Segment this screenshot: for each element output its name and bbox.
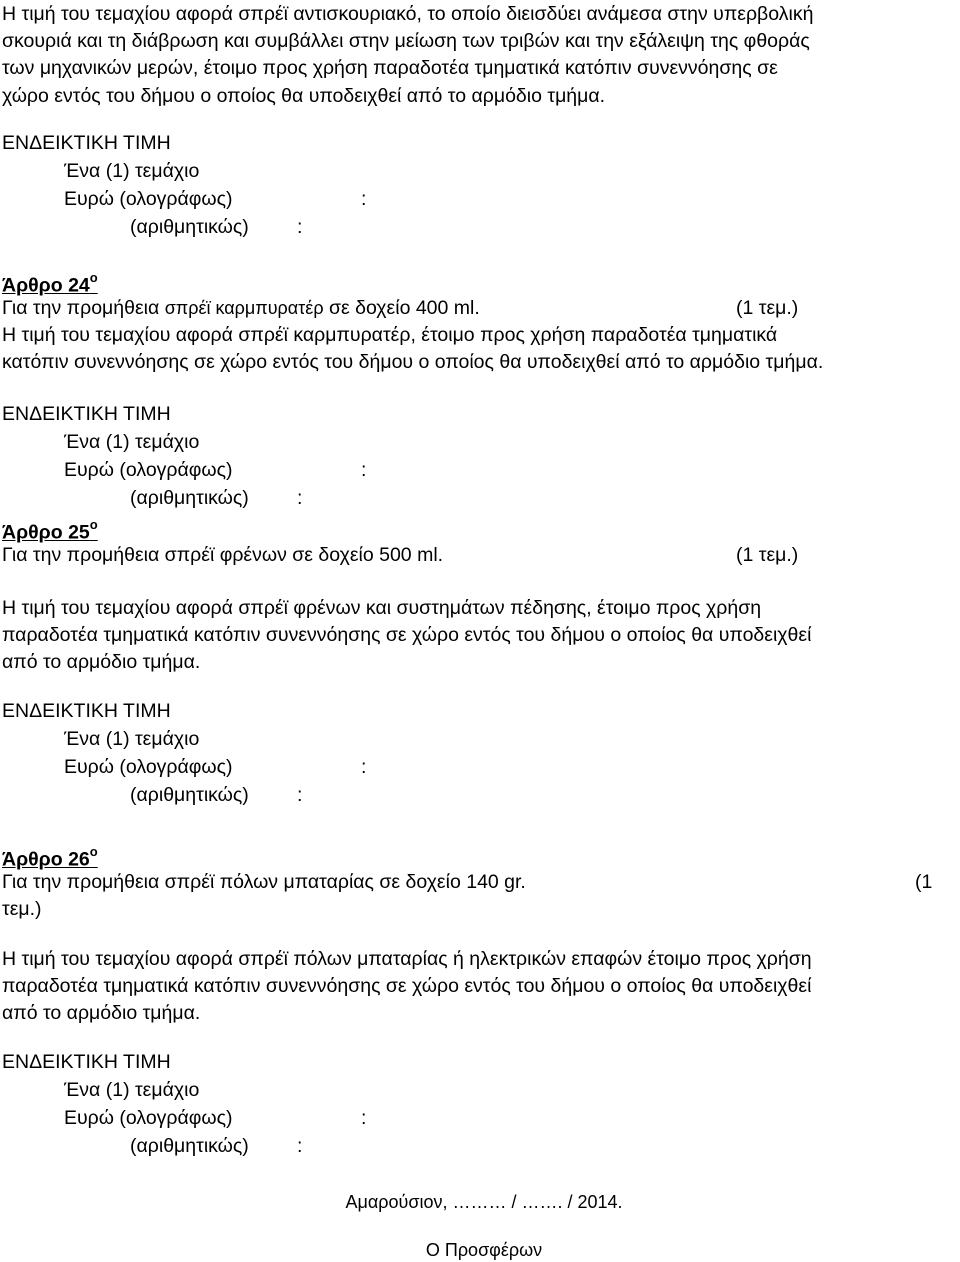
article-item: Για την προμήθεια σπρέϊ φρένων σε δοχείο 500 ml.	[2, 544, 444, 566]
price-unit: Ένα (1) τεμάχιο	[64, 1079, 200, 1101]
price-heading: ΕΝΔΕΙΚΤΙΚΗ ΤΙΜΗ	[2, 132, 171, 154]
intro-line: Η τιμή του τεμαχίου αφορά σπρέϊ αντισκουριακό, το οποίο διεισδύει ανάμεσα στην υπερβολική	[2, 3, 814, 25]
article-quantity: (1 τεμ.)	[736, 297, 799, 319]
article-desc-line: παραδοτέα τμηματικά κατόπιν συνεννόησης σε χώρο εντός του δήμου ο οποίος θα υποδειχθεί	[2, 975, 812, 997]
price-digits-label: (αριθμητικώς) :	[130, 784, 303, 806]
article-quantity: (1	[915, 871, 933, 893]
article-item: Για την προμήθεια σπρέϊ πόλων μπαταρίας σε δοχείο 140 gr.	[2, 871, 526, 893]
place-date: Αμαρούσιον, ……… / ……. / 2014.	[345, 1192, 623, 1212]
price-unit: Ένα (1) τεμάχιο	[64, 728, 200, 750]
article-title: Άρθρο $26^o$	[2, 844, 98, 871]
article-quantity-unit: τεμ.)	[2, 898, 42, 920]
article-desc-line: Η τιμή του τεμαχίου αφορά σπρέϊ πόλων μπαταρίας ή ηλεκτρικών επαφών έτοιμο προς χρήση	[2, 948, 812, 970]
price-heading: ΕΝΔΕΙΚΤΙΚΗ ΤΙΜΗ	[2, 1051, 171, 1073]
price-words-label: Ευρώ (ολογράφως) :	[64, 188, 367, 210]
article-desc-line: Η τιμή του τεμαχίου αφορά σπρέϊ φρένων και συστημάτων πέδησης, έτοιμο προς χρήση	[2, 597, 762, 619]
price-unit: Ένα (1) τεμάχιο	[64, 160, 200, 182]
article-title: Άρθρο $24^o$	[2, 270, 98, 297]
article-desc-line: κατόπιν συνεννόησης σε χώρο εντός του δήμου ο οποίος θα υποδειχθεί από το αρμόδιο τμήμα.	[2, 351, 824, 373]
price-unit: Ένα (1) τεμάχιο	[64, 431, 200, 453]
article-desc-line: Η τιμή του τεμαχίου αφορά σπρέϊ καρμπυρατέρ, έτοιμο προς χρήση παραδοτέα τμηματικά	[2, 324, 778, 346]
price-digits-label: (αριθμητικώς) :	[130, 1135, 303, 1157]
intro-line: χώρο εντός του δήμου ο οποίος θα υποδειχθεί από το αρμόδιο τμήμα.	[2, 85, 606, 107]
price-words-label: Ευρώ (ολογράφως) :	[64, 459, 367, 481]
price-heading: ΕΝΔΕΙΚΤΙΚΗ ΤΙΜΗ	[2, 403, 171, 425]
price-words-label: Ευρώ (ολογράφως) :	[64, 756, 367, 778]
price-digits-label: (αριθμητικώς) :	[130, 487, 303, 509]
intro-line: των μηχανικών μερών, έτοιμο προς χρήση παραδοτέα τμηματικά κατόπιν συνεννόησης σε	[2, 57, 778, 79]
price-heading: ΕΝΔΕΙΚΤΙΚΗ ΤΙΜΗ	[2, 700, 171, 722]
article-desc-line: παραδοτέα τμηματικά κατόπιν συνεννόησης σε χώρο εντός του δήμου ο οποίος θα υποδειχθεί	[2, 624, 812, 646]
signer-label: Ο Προσφέρων	[425, 1240, 543, 1260]
article-title: Άρθρο $25^o$	[2, 517, 98, 544]
price-digits-label: (αριθμητικώς) :	[130, 216, 303, 238]
article-item: Για την προμήθεια σπρέϊ καρμπυρατέρ σε δοχείο 400 ml.	[2, 297, 480, 319]
price-words-label: Ευρώ (ολογράφως) :	[64, 1107, 367, 1129]
article-desc-line: από το αρμόδιο τμήμα.	[2, 1002, 201, 1024]
article-quantity: (1 τεμ.)	[736, 544, 799, 566]
article-desc-line: από το αρμόδιο τμήμα.	[2, 651, 201, 673]
intro-line: σκουριά και τη διάβρωση και συμβάλλει στην μείωση των τριβών και την εξάλειψη της φθοράς	[2, 30, 810, 52]
